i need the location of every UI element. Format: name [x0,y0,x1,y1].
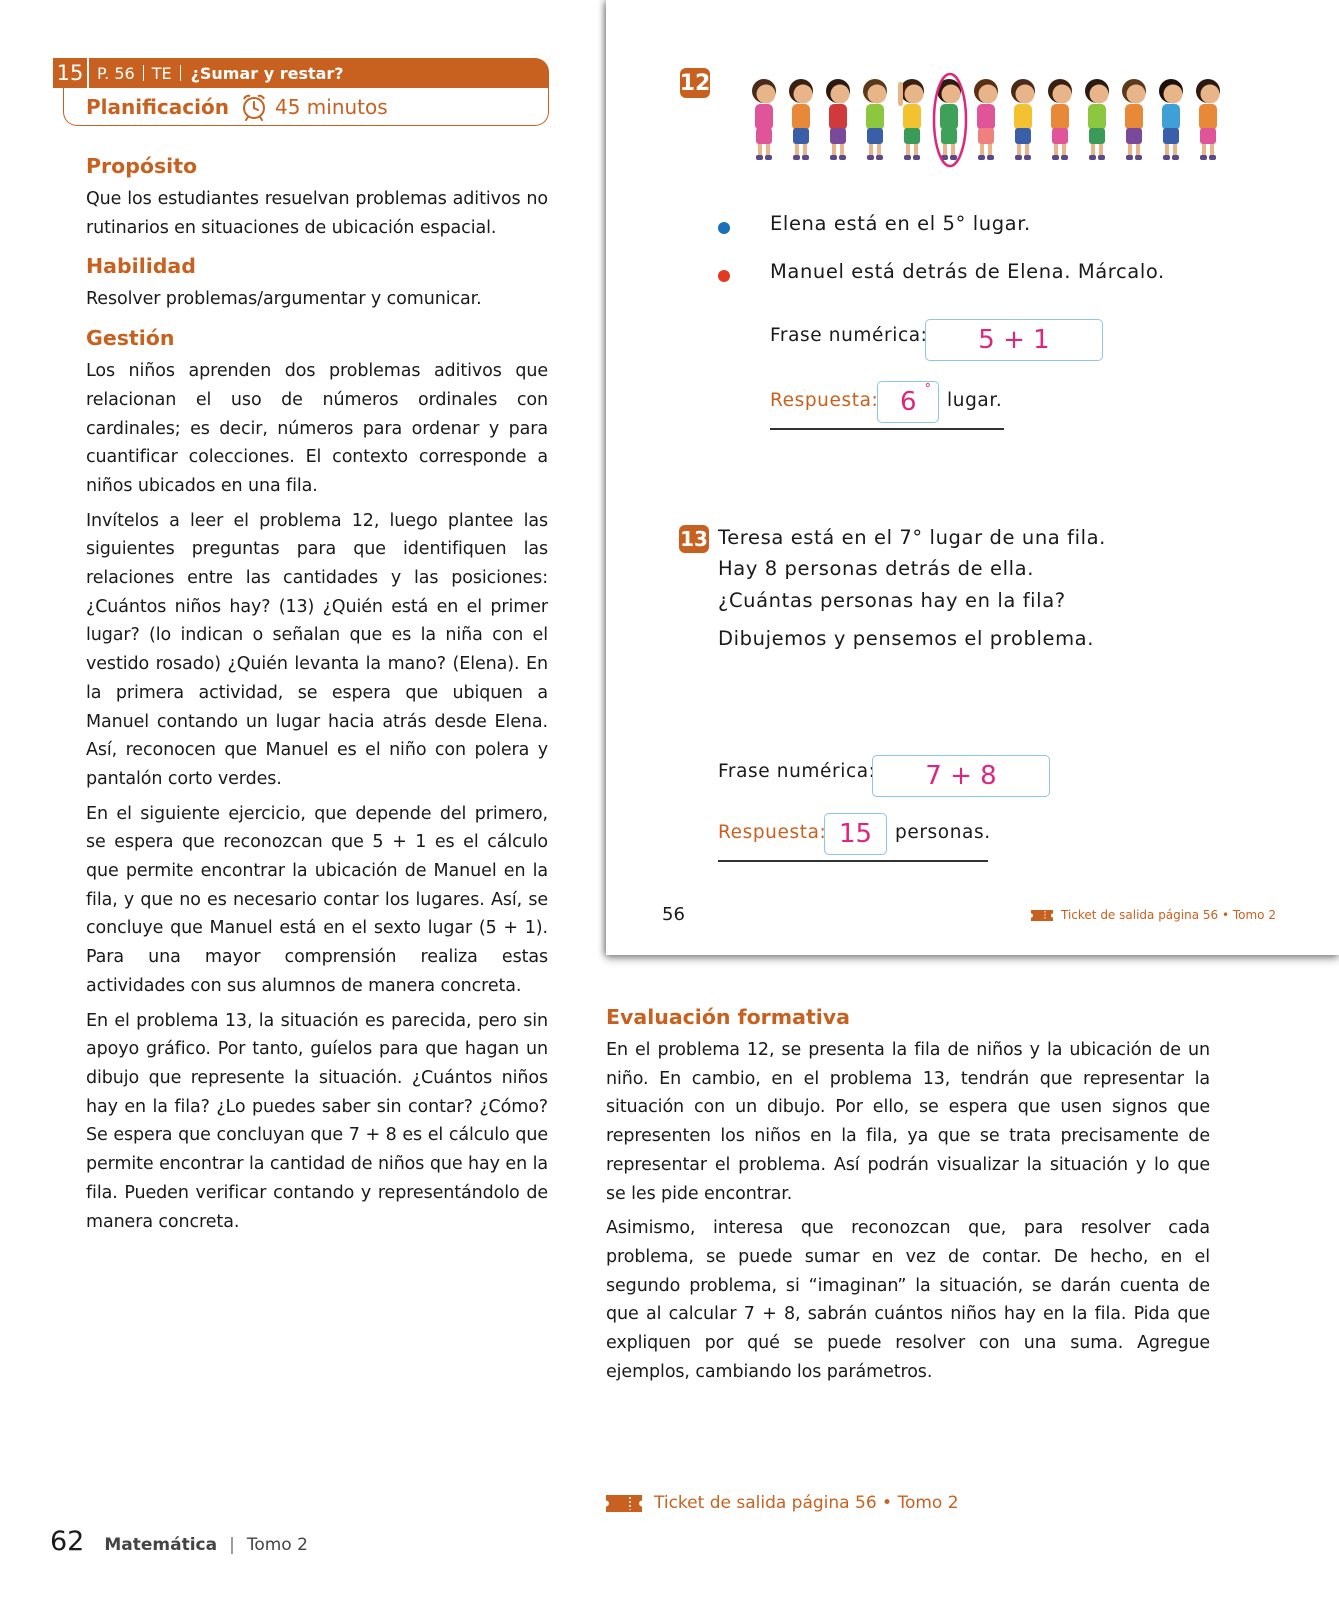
gestion-title: Gestión [86,326,175,351]
page-reference: P. 56 [97,63,135,83]
child-figure [863,79,887,160]
ticket-icon [1031,910,1053,921]
problem-13-line-2: Hay 8 personas detrás de ella. [718,557,1035,580]
p13-answer-underline [718,860,988,862]
evaluacion-paragraph-1: En el problema 12, se presenta la fila de niños y la ubicación de un niño. En cambio, en el problema 13, tendrán que representar la situación con un dibujo. Por ello, se espera que usen signos que representen los niños en la fila, ya que se trata precisamente de representar el problema. Así podrán visualizar la situación y lo que se les pide encontrar. [606,1040,1210,1204]
child-figure [1085,79,1109,160]
problem-12-badge: 12 [680,68,710,98]
gestion-paragraph-1: Los niños aprenden dos problemas aditivos que relacionan el uso de números ordinales con cardinales; es decir, números para ordenar y para cuantificar colecciones. El contexto corresponde a niños ubicados en una fila. [86,361,548,496]
problem-13-line-3: ¿Cuántas personas hay en la fila? [718,589,1066,612]
p13-answer-unit: personas. [895,822,991,843]
lesson-header-bar [53,58,549,88]
p13-frase-label: Frase numérica: [718,761,876,782]
child-figure [789,79,813,160]
p12-answer-underline [770,428,1004,430]
right-column [606,1003,1210,1386]
lesson-number: 15 [53,58,89,88]
gestion-paragraph-4: En el problema 13, la situación es parecida, pero sin apoyo gráfico. Por tanto, guíelos para que hagan un dibujo que represente la situación. ¿Cuántos niños hay en la fila? ¿Lo puedes saber sin contar? ¿Cómo? Se espera que concluyan que 7 + 8 es el cálculo que permite encontrar la cantidad de niños que hay en la fila. Pueden verificar contando y representándolo de manera concreta. [86,1010,548,1232]
p13-respuesta-label: Respuesta: [718,822,827,843]
habilidad-text: Resolver problemas/argumentar y comunicar. [86,289,482,310]
child-figure [1011,79,1035,160]
problem-13-line-1: Teresa está en el 7° lugar de una fila. [718,526,1106,549]
blue-bullet [718,222,730,234]
planning-minutes: 45 minutos [274,94,388,119]
alarm-clock-icon [239,92,269,122]
page-footer [50,1526,308,1557]
p12-answer-ordinal: ° [924,382,932,397]
student-page-ticket-text: Ticket de salida página 56 • Tomo 2 [1061,908,1276,922]
problem-13-line-4: Dibujemos y pensemos el problema. [718,627,1095,650]
footer-page-number: 62 [50,1526,85,1557]
p13-answer-box: 15 [824,813,887,855]
footer-tomo: Tomo 2 [246,1535,308,1555]
lesson-header [53,58,549,128]
evaluacion-title: Evaluación formativa [606,1005,850,1029]
student-page-ticket [1031,908,1276,922]
exit-ticket-text: Ticket de salida página 56 • Tomo 2 [654,1493,959,1513]
p12-answer-box [877,381,939,423]
child-figure [1196,79,1220,160]
proposito-text: Que los estudiantes resuelvan problemas aditivos no rutinarios en situaciones de ubicación espacial. [86,189,548,238]
problem-13-badge: 13 [680,527,708,551]
footer-subject: Matemática [104,1535,218,1555]
student-page-panel [606,0,1339,955]
child-figure [1159,79,1183,160]
student-page-number: 56 [662,904,685,925]
ticket-icon [606,1495,642,1512]
child-figure [1122,79,1146,160]
planning-row [63,88,549,126]
proposito-title: Propósito [86,154,198,178]
lesson-title: ¿Sumar y restar? [190,63,344,83]
left-column [86,152,548,1236]
p12-answer: 6 [900,387,917,417]
child-figure [752,79,776,160]
gestion-paragraph-3: En el siguiente ejercicio, que depende del primero, se espera que reconozcan que 5 + 1 es el cálculo que permite encontrar la ubicación de Manuel en la fila, y que no es necesario contar los lugares. Así, se concluye que Manuel está en el sexto lugar (5 + 1). Para una mayor comprensión realiza estas actividades con sus alumnos de manera concreta. [86,803,548,996]
p13-frase-box: 7 + 8 [872,755,1050,797]
child-figure [974,79,998,160]
exit-ticket [606,1493,959,1513]
planning-label: Planificación [86,94,229,119]
child-figure [1048,79,1072,160]
te-label: TE [151,63,172,83]
gestion-paragraph-2: Invítelos a leer el problema 12, luego plantee las siguientes preguntas para que identifiquen las relaciones entre las cantidades y las posiciones: ¿Cuántos niños hay? (13) ¿Quién está en el primer lugar? (lo indican o señalan que es la niña con el vestido rosado) ¿Quién levanta la mano? (Elena). En la primera actividad, se espera que ubiquen a Manuel contando un lugar hacia atrás desde Elena. Así, reconocen que Manuel es el niño con polera y pantalón corto verdes. [86,510,548,789]
problem-12-line-2: Manuel está detrás de Elena. Márcalo. [770,260,1165,283]
child-figure [826,79,850,160]
footer-separator: | [229,1535,235,1555]
p12-answer-unit: lugar. [947,390,1003,411]
child-figure [898,79,924,160]
red-bullet [718,270,730,282]
children-row-illustration [750,64,1230,172]
p12-frase-box: 5 + 1 [925,319,1103,361]
child-figure [937,79,961,160]
problem-12-line-1: Elena está en el 5° lugar. [770,212,1031,235]
p12-frase-label: Frase numérica: [770,325,928,346]
habilidad-title: Habilidad [86,254,196,279]
p12-respuesta-label: Respuesta: [770,390,879,411]
evaluacion-paragraph-2: Asimismo, interesa que reconozcan que, para resolver cada problema, se puede sumar en vez de contar. De hecho, en el segundo problema, si “imaginan” la situación, se darán cuenta de que al calcular 7 + 8, sabrán cuántos niños hay en la fila. Pida que expliquen por qué se puede resolver con una suma. Agregue ejemplos, cambiando los parámetros. [606,1218,1210,1382]
